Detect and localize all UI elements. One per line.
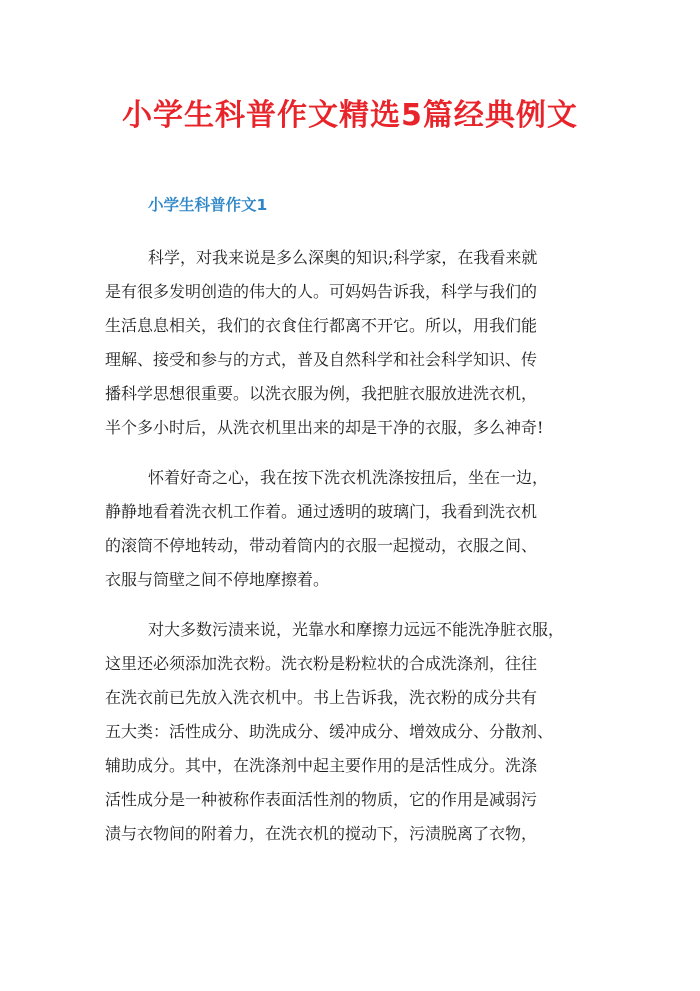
- text-line: 在洗衣前已先放入洗衣机中。书上告诉我，洗衣粉的成分共有: [105, 688, 538, 707]
- text-line: 是有很多发明创造的伟大的人。可妈妈告诉我，科学与我们的: [105, 282, 538, 301]
- paragraph-3: [105, 613, 605, 851]
- article-body: [105, 241, 605, 867]
- text-line: 渍与衣物间的附着力，在洗衣机的搅动下，污渍脱离了衣物，: [105, 824, 538, 843]
- text-line: 对大多数污渍来说，光靠水和摩擦力远远不能洗净脏衣服，: [148, 620, 565, 639]
- text-line: 活性成分是一种被称作表面活性剂的物质，它的作用是减弱污: [105, 790, 538, 809]
- text-line: 的滚筒不停地转动，带动着筒内的衣服一起搅动，衣服之间、: [105, 536, 538, 555]
- paragraph-2: [105, 461, 605, 597]
- text-line: 静静地看着洗衣机工作着。通过透明的玻璃门，我看到洗衣机: [105, 502, 538, 521]
- section-heading: 小学生科普作文1: [148, 196, 268, 214]
- text-line: 半个多小时后，从洗衣机里出来的却是干净的衣服，多么神奇!: [105, 418, 544, 437]
- text-line: 科学，对我来说是多么深奥的知识;科学家，在我看来就: [148, 248, 538, 267]
- paragraph-1: [105, 241, 605, 445]
- text-line: 怀着好奇之心，我在按下洗衣机洗涤按扭后，坐在一边，: [148, 468, 549, 487]
- text-line: 衣服与筒壁之间不停地摩擦着。: [105, 570, 330, 589]
- text-line: 播科学思想很重要。以洗衣服为例，我把脏衣服放进洗衣机，: [105, 384, 538, 403]
- text-line: 理解、接受和参与的方式，普及自然科学和社会科学知识、传: [105, 350, 538, 369]
- text-line: 这里还必须添加洗衣粉。洗衣粉是粉粒状的合成洗涤剂，往往: [105, 654, 538, 673]
- text-line: 生活息息相关，我们的衣食住行都离不开它。所以，用我们能: [105, 316, 538, 335]
- text-line: 辅助成分。其中，在洗涤剂中起主要作用的是活性成分。洗涤: [105, 756, 538, 775]
- text-line: 五大类：活性成分、助洗成分、缓冲成分、增效成分、分散剂、: [105, 722, 554, 741]
- document-title: 小学生科普作文精选5篇经典例文: [122, 98, 578, 133]
